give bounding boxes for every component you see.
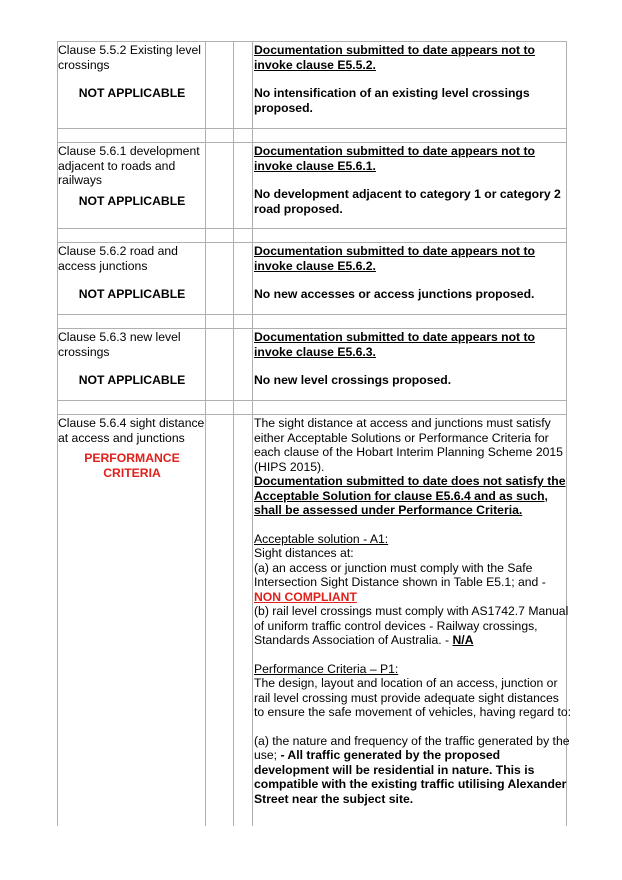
row-border [57,41,567,42]
assessment-heading: Documentation submitted to date appears not to invoke clause E5.5.2. [254,43,536,72]
row-border [57,400,567,401]
performance-criteria-a [254,734,572,807]
assessment-detail: No new accesses or access junctions proposed. [254,287,535,301]
non-compliant-label: NON COMPLIANT [254,589,357,604]
performance-criteria-heading: Performance Criteria – P1: [254,661,399,676]
status-label: PERFORMANCE CRITERIA [84,451,180,480]
acceptable-solution-heading: Acceptable solution - A1: [254,531,389,546]
assessment-heading: Documentation submitted to date appears not to invoke clause E5.6.1. [254,144,536,173]
status-label: NOT APPLICABLE [78,287,186,301]
status-label: NOT APPLICABLE [78,373,186,387]
row-border [57,228,567,229]
clause-cell [58,144,206,208]
clause-label: Clause 5.6.1 development adjacent to roads and railways [58,144,200,187]
clause-cell [58,416,206,480]
acceptable-solution-a [254,561,572,605]
row-border [57,328,567,329]
assessment-cell [254,416,572,806]
status-label: NOT APPLICABLE [78,193,186,208]
not-applicable-label: N/A [452,633,474,647]
performance-criteria-a-text: (a) the nature and frequency of the traffic generated by the use; [254,733,570,762]
row-border [57,314,567,315]
row-border [57,142,567,143]
clause-label: Clause 5.6.2 road and access junctions [58,244,178,273]
acceptable-solution-lead: Sight distances at: [254,546,354,560]
acceptable-solution-b [254,604,572,648]
acceptable-solution-b-text: (b) rail level crossings must comply with AS1742.7 Manual of uniform traffic control devices - Railway crossings, Standards Association of Australia. - [254,604,569,647]
table-divider-3 [252,41,253,826]
clause-label: Clause 5.5.2 Existing level crossings [58,43,201,72]
clause-cell [58,244,206,302]
clause-label: Clause 5.6.3 new level crossings [58,330,181,359]
assessment-heading: Documentation submitted to date appears not to invoke clause E5.6.2. [254,244,536,273]
performance-criteria-a-response: - All traffic generated by the proposed development will be residential in nature. This is compatible with the existing traffic utilising Alexander Street near the subject site. [254,748,567,806]
assessment-cell [254,43,572,115]
clause-label: Clause 5.6.4 sight distance at access and junctions [58,416,205,445]
assessment-cell [254,244,572,302]
assessment-cell [254,144,572,216]
performance-criteria-text: The design, layout and location of an access, junction or rail level crossing must provide adequate sight distances to ensure the safe movement of vehicles, having regard to: [254,676,572,719]
assessment-detail: No new level crossings proposed. [254,373,452,387]
row-border [57,414,567,415]
clause-cell [58,330,206,388]
assessment-detail: No development adjacent to category 1 or category 2 road proposed. [254,187,561,216]
assessment-cell [254,330,572,388]
table-divider-2 [233,41,234,826]
assessment-heading: Documentation submitted to date appears not to invoke clause E5.6.3. [254,330,536,359]
row-border [57,128,567,129]
intro-text: The sight distance at access and junctions must satisfy either Acceptable Solutions or Performance Criteria for each clause of the Hobart Interim Planning Scheme 2015 (HIPS 2015). [254,416,563,474]
acceptable-solution-a-text: (a) an access or junction must comply with the Safe Intersection Sight Distance shown in Table E5.1; and - [254,560,546,589]
assessment-heading: Documentation submitted to date does not satisfy the Acceptable Solution for clause E5.6.4 and as such, shall be assessed under Performance Criteria. [254,474,566,517]
assessment-detail: No intensification of an existing level crossings proposed. [254,86,530,115]
clause-cell [58,43,206,101]
status-label: NOT APPLICABLE [78,86,186,100]
row-border [57,242,567,243]
